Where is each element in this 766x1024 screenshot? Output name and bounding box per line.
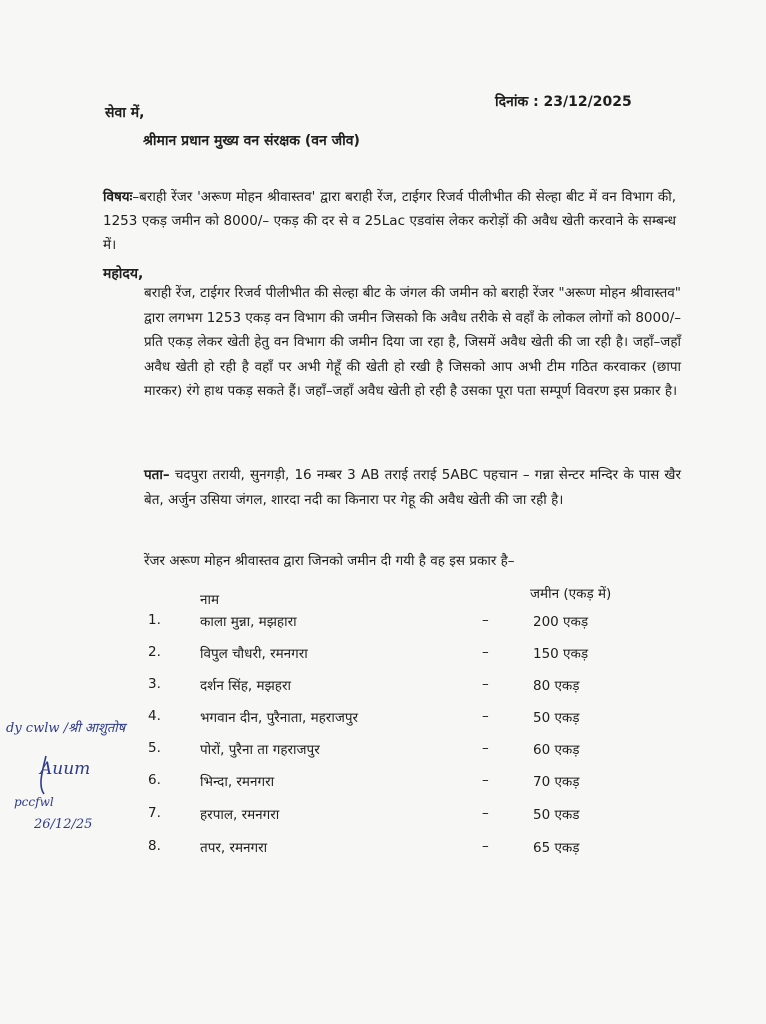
row-name: विपुल चौधरी, रमनगरा [200,646,308,662]
row-land: 80 एकड़ [533,678,580,694]
row-name: भगवान दीन, पुरैनाता, महराजपुर [200,710,359,726]
note-date: 26/12/25 [34,817,93,832]
row-name: काला मुन्ना, मझहारा [200,614,297,630]
note-signature: Auum [40,759,91,779]
address-label: पता– [144,467,170,483]
row-land: 70 एकड़ [533,774,580,790]
row-number: 3. [148,676,161,692]
note-line-1: dy cwlw /श्री आशुतोष [6,721,126,736]
salutation: महोदय, [103,266,144,282]
row-number: 4. [148,708,161,724]
row-dash: – [482,805,489,821]
table-header-land: जमीन (एकड़ में) [530,586,612,602]
row-number: 8. [148,838,161,854]
row-dash: – [482,612,489,628]
table-row [0,644,766,668]
row-land: 150 एकड़ [533,646,589,662]
row-name: हरपाल, रमनगरा [200,807,280,823]
row-name: भिन्दा, रमनगरा [200,774,275,790]
row-name: पोरों, पुरैना ता गहराजपुर [200,742,320,758]
row-land: 65 एकड़ [533,840,580,856]
row-number: 6. [148,772,161,788]
row-dash: – [482,838,489,854]
addressed-to: सेवा में, [105,105,145,121]
row-land: 60 एकड़ [533,742,580,758]
list-intro: रेंजर अरूण मोहन श्रीवास्तव द्वारा जिनको जमीन दी गयी है वह इस प्रकार है– [144,553,515,569]
body-paragraph: बराही रेंज, टाईगर रिजर्व पीलीभीत की सेल्हा बीट के जंगल की जमीन को बराही रेंजर "अरूण मोहन श्रीवास्तव" द्वारा लगभग 1253 एकड़ वन विभाग की जमीन जिसको कि अवैध तरीके से वहाँ के लोकल लोगों को 8000/– प्रति एकड़ लेकर खेती हेतु वन विभाग की जमीन दिया जा रहा है, जिसमें अवैध खेती की जा रही है। जहाँ–जहाँ अवैध खेती हो रही है वहाँ पर अभी गेहूँ की खेती हो रखी है जिसको आप अभी टीम गठित करवाकर (छापा मारकर) रंगे हाथ पकड़ सकते हैं। जहाँ–जहाँ अवैध खेती हो रही है उसका पूरा पता सम्पूर्ण विवरण इस प्रकार है। [144,285,681,399]
table-header-name: नाम [200,592,220,608]
row-number: 1. [148,612,161,628]
address-text: चदपुरा तरायी, सुनगड़ी, 16 नम्बर 3 AB तराई तराई 5ABC पहचान – गन्ना सेन्टर मन्दिर के पास खैर बेत, अर्जुन उसिया जंगल, शारदा नदी का किनारा पर गेहू की अवैध खेती की जा रही है। [144,467,681,508]
address-paragraph [144,463,681,512]
table-row [0,676,766,700]
handwritten-annotation [0,712,150,852]
row-number: 2. [148,644,161,660]
row-dash: – [482,708,489,724]
row-number: 7. [148,805,161,821]
subject-label: विषयः [103,189,133,205]
subject-text: –बराही रेंजर 'अरूण मोहन श्रीवास्तव' द्वारा बराही रेंज, टाईगर रिजर्व पीलीभीत की सेल्हा बीट में वन विभाग की, 1253 एकड़ जमीन को 8000/– एकड़ की दर से व 25Lac एडवांस लेकर करोड़ों की अवैध खेती करवाने के सम्बन्ध में। [103,189,676,253]
row-dash: – [482,740,489,756]
row-number: 5. [148,740,161,756]
row-dash: – [482,772,489,788]
row-name: तपर, रमनगरा [200,840,268,856]
row-land: 200 एकड़ [533,614,589,630]
note-line-3: pccfwl [14,795,54,809]
table-row [0,612,766,636]
row-dash: – [482,676,489,692]
subject [103,185,676,257]
row-dash: – [482,644,489,660]
letter-date: दिनांक : 23/12/2025 [495,94,632,110]
row-land: 50 एकड [533,807,580,823]
recipient: श्रीमान प्रधान मुख्य वन संरक्षक (वन जीव) [143,133,360,149]
row-name: दर्शन सिंह, मझहरा [200,678,291,694]
row-land: 50 एकड़ [533,710,580,726]
